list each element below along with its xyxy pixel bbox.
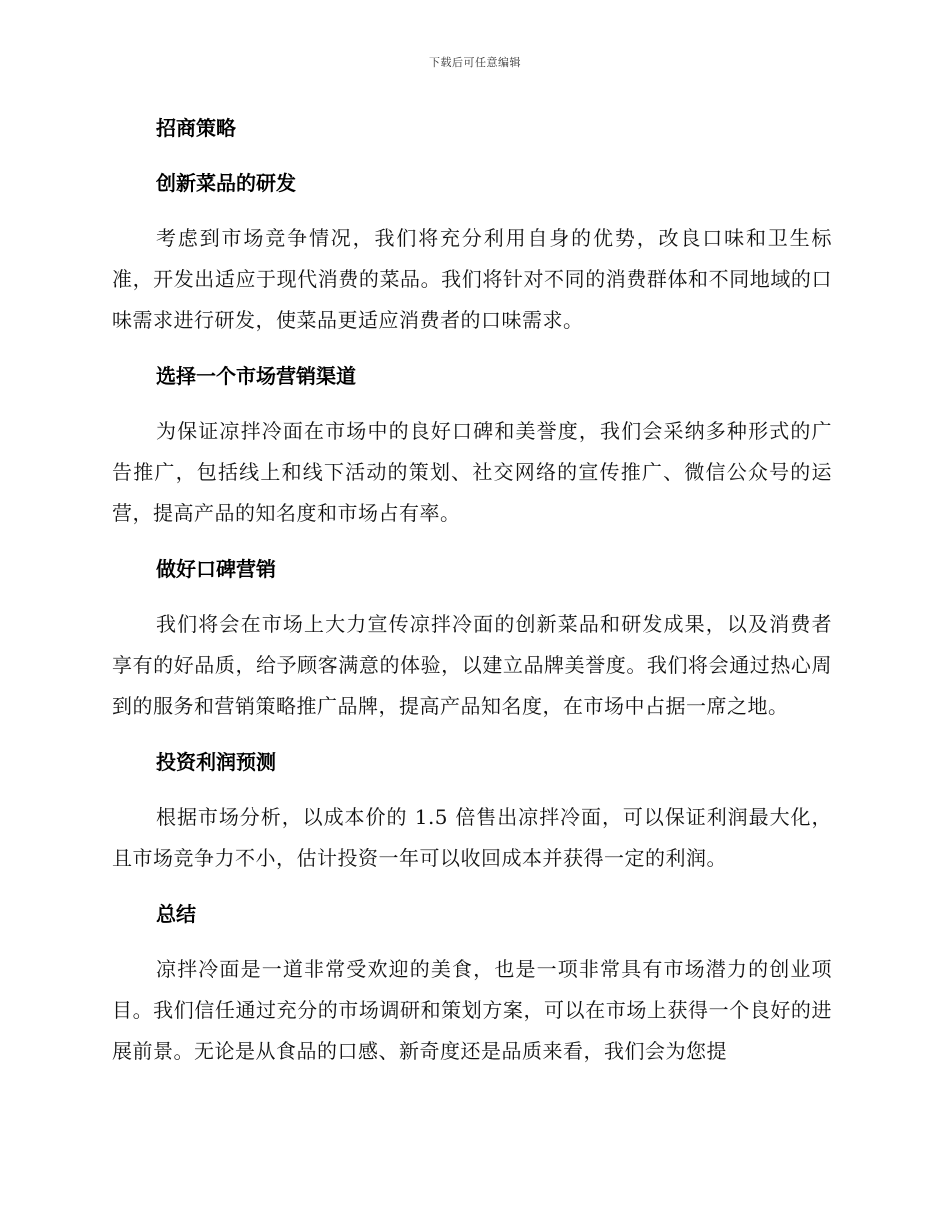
page-header: 下载后可任意编辑 [429, 56, 521, 69]
section-heading-summary: 总结 [156, 902, 196, 926]
section-heading-dish-rd: 创新菜品的研发 [156, 171, 296, 195]
section-heading-word-of-mouth: 做好口碑营销 [156, 557, 276, 581]
document-body [112, 108, 832, 1087]
section-heading-profit-forecast: 投资利润预测 [156, 750, 276, 774]
paragraph-word-of-mouth: 我们将会在市场上大力宣传凉拌冷面的创新菜品和研发成果，以及消费者享有的好品质，给予顾客满意的体验，以建立品牌美誉度。我们将会通过热心周到的服务和营销策略推广品牌，提高产品知名度，在市场中占据一席之地。 [112, 612, 832, 718]
section-heading-strategy: 招商策略 [156, 116, 236, 140]
section-heading-marketing-channel: 选择一个市场营销渠道 [156, 364, 356, 388]
paragraph-summary: 凉拌冷面是一道非常受欢迎的美食，也是一项非常具有市场潜力的创业项目。我们信任通过充分的市场调研和策划方案，可以在市场上获得一个良好的进展前景。无论是从食品的口感、新奇度还是品质来看，我们会为您提 [112, 957, 832, 1063]
paragraph-dish-rd: 考虑到市场竞争情况，我们将充分利用自身的优势，改良口味和卫生标准，开发出适应于现代消费的菜品。我们将针对不同的消费群体和不同地域的口味需求进行研发，使菜品更适应消费者的口味需求。 [112, 226, 832, 332]
paragraph-profit-forecast: 根据市场分析，以成本价的 1.5 倍售出凉拌冷面，可以保证利润最大化，且市场竞争力不小，估计投资一年可以收回成本并获得一定的利润。 [112, 805, 832, 870]
paragraph-marketing-channel: 为保证凉拌冷面在市场中的良好口碑和美誉度，我们会采纳多种形式的广告推广，包括线上和线下活动的策划、社交网络的宣传推广、微信公众号的运营，提高产品的知名度和市场占有率。 [112, 419, 832, 525]
